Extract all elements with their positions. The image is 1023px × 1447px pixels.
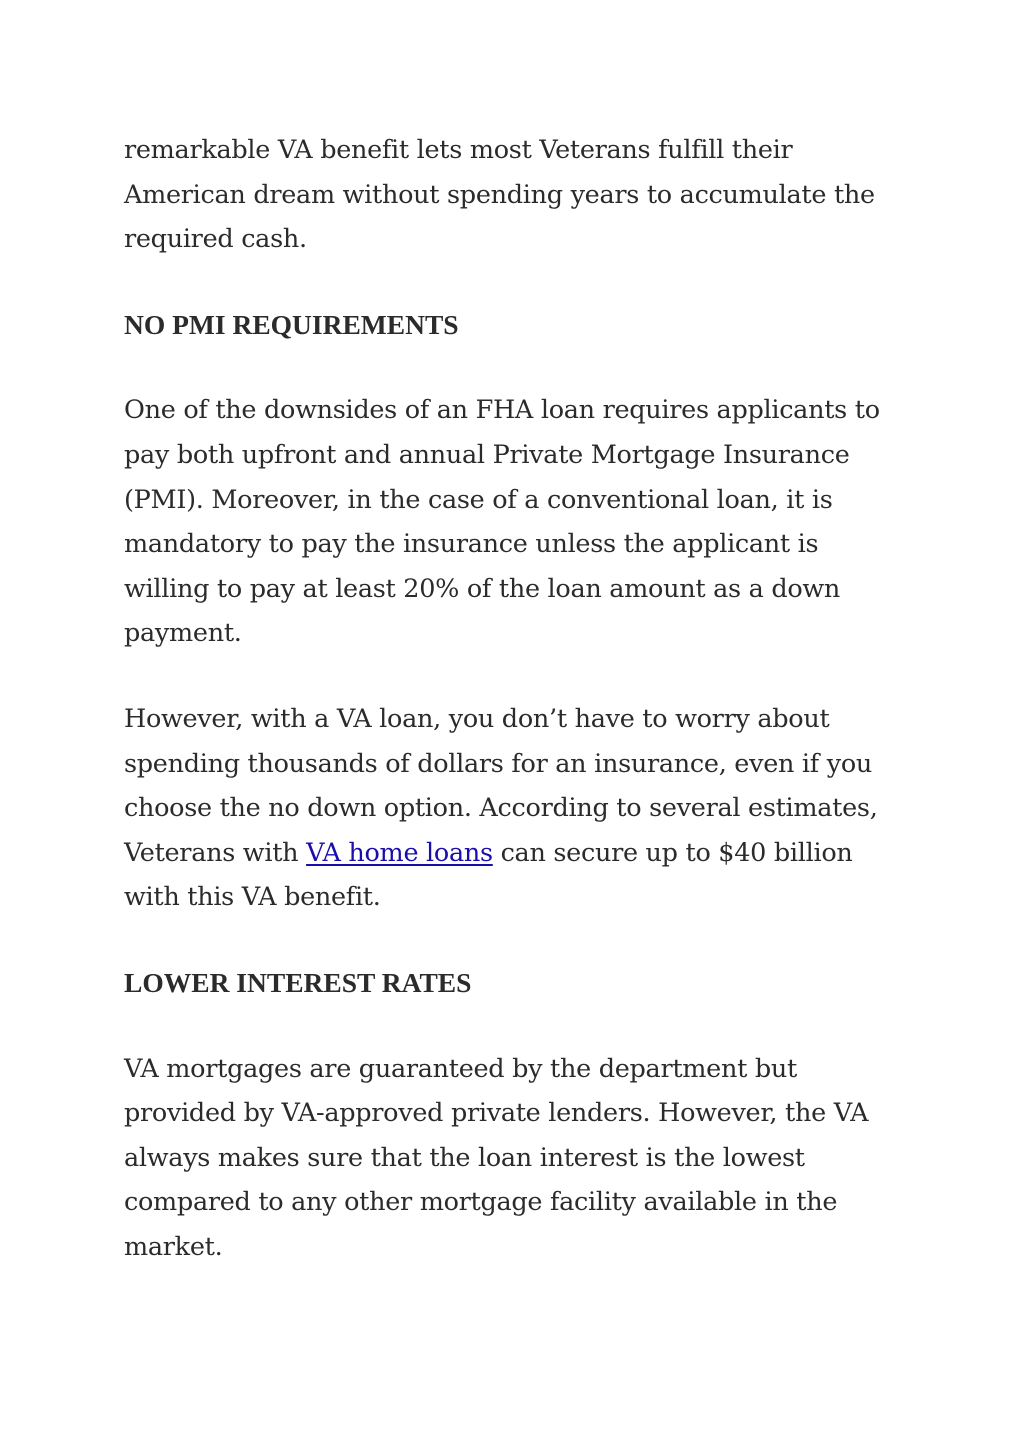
spacer bbox=[124, 920, 904, 961]
pmi-paragraph-2-text-after: can secure up to $40 billion with this VA benefit. bbox=[124, 837, 853, 913]
section-heading-no-pmi: NO PMI REQUIREMENTS bbox=[124, 308, 459, 340]
pmi-paragraph-2-text-before: However, with a VA loan, you don’t have to worry about spending thousands of dollars for an insurance, even if you choose the no down option. According to several estimates, Veterans with bbox=[124, 703, 878, 868]
section-heading-lower-rates: LOWER INTEREST RATES bbox=[124, 966, 472, 998]
document-page bbox=[124, 128, 904, 1269]
spacer bbox=[124, 1006, 904, 1047]
va-home-loans-link[interactable]: VA home loans bbox=[306, 837, 493, 868]
pmi-paragraph-1: One of the downsides of an FHA loan requires applicants to pay both upfront and annual Private Mortgage Insurance (PMI). Moreover, in the case of a conventional loan, it is mandatory to pay the insurance unless the applicant is willing to pay at least 20% of the loan amount as a down payment. bbox=[124, 395, 880, 649]
spacer bbox=[124, 347, 904, 388]
spacer bbox=[124, 656, 904, 697]
pmi-paragraph-2 bbox=[124, 697, 904, 920]
spacer bbox=[124, 262, 904, 303]
intro-paragraph: remarkable VA benefit lets most Veterans fulfill their American dream without spending years to accumulate the required cash. bbox=[124, 135, 875, 255]
rates-paragraph-1: VA mortgages are guaranteed by the department but provided by VA-approved private lenders. However, the VA always makes sure that the loan interest is the lowest compared to any other mortgage facility available in the market. bbox=[124, 1053, 869, 1262]
